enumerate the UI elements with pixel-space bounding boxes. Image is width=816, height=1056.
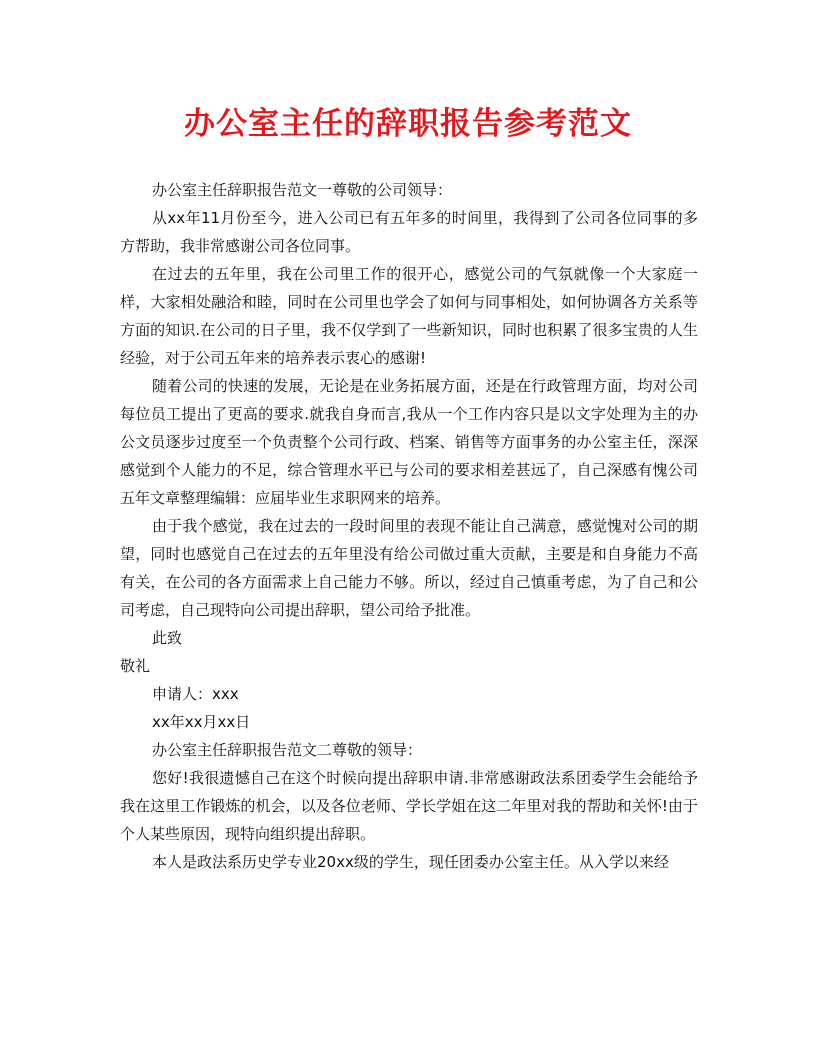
body-paragraph-4: 由于我个感觉，我在过去的一段时间里的表现不能让自己满意，感觉愧对公司的期望，同时也感觉自己在过去的五年里没有给公司做过重大贡献，主要是和自身能力不高有关，在公司的各方面需求上自己能力不够。所以，经过自己慎重考虑，为了自己和公司考虑，自己现特向公司提出辞职，望公司给予批准。: [120, 517, 698, 619]
body-paragraph-3: 随着公司的快速的发展，无论是在业务拓展方面，还是在行政管理方面，均对公司每位员工提出了更高的要求.就我自身而言,我从一个工作内容只是以文字处理为主的办公文员逐步过度至一个负责整个公司行政、档案、销售等方面事务的办公室主任，深深感觉到个人能力的不足，综合管理水平已与公司的要求相差甚远了，自己深感有愧公司五年文章整理编辑：应届毕业生求职网来的培养。: [120, 377, 698, 507]
body-paragraph-1: 从xx年11月份至今，进入公司已有五年多的时间里，我得到了公司各位同事的多方帮助，我非常感谢公司各位同事。: [120, 209, 698, 255]
body-paragraph-6: 本人是政法系历史学专业20xx级的学生，现任团委办公室主任。从入学以来经: [152, 853, 669, 871]
closing-jingli: 敬礼: [120, 657, 151, 675]
closing-cizhi: 此致: [152, 629, 183, 647]
body-paragraph-2: 在过去的五年里，我在公司里工作的很开心，感觉公司的气氛就像一个大家庭一样，大家相处融洽和睦，同时在公司里也学会了如何与同事相处，如何协调各方关系等方面的知识.在公司的日子里，我不仅学到了一些新知识，同时也积累了很多宝贵的人生经验，对于公司五年来的培养表示衷心的感谢!: [120, 265, 698, 367]
body-paragraph-5: 您好!我很遗憾自己在这个时候向提出辞职申请.非常感谢政法系团委学生会能给予我在这里工作锻炼的机会，以及各位老师、学长学姐在这二年里对我的帮助和关怀!由于个人某些原因，现特向组织提出辞职。: [120, 769, 698, 843]
salutation-paragraph-2: 办公室主任辞职报告范文二尊敬的领导：: [152, 741, 423, 759]
document-title: 办公室主任的辞职报告参考范文: [184, 106, 632, 142]
document-body: [120, 176, 698, 876]
applicant-line: 申请人：xxx: [152, 685, 239, 703]
date-line: xx年xx月xx日: [152, 713, 251, 731]
salutation-paragraph-1: 办公室主任辞职报告范文一尊敬的公司领导：: [152, 181, 453, 199]
